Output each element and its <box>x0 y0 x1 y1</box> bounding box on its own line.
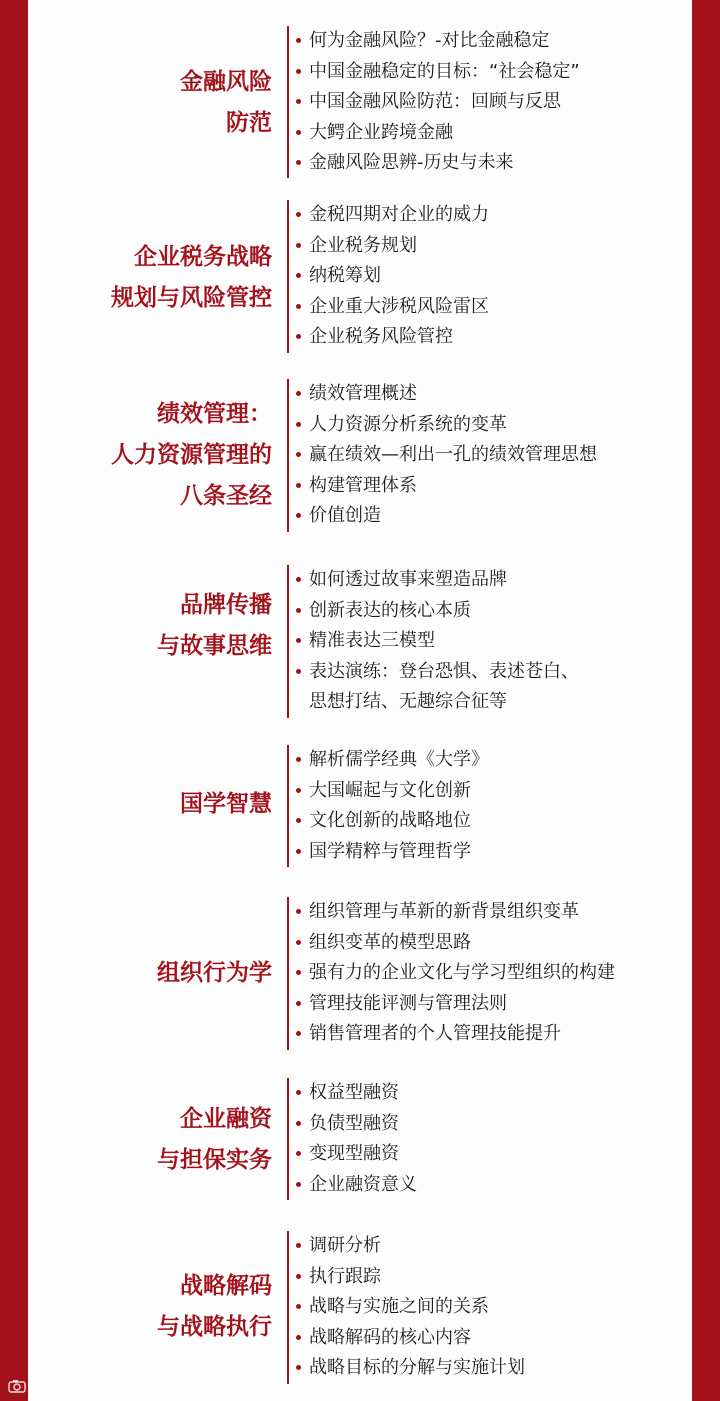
course-outline-page <box>28 0 692 1401</box>
list-item: 何为金融风险？-对比金融稳定 <box>295 26 580 57</box>
list-item: 战略目标的分解与实施计划 <box>295 1353 525 1384</box>
list-item: 大鳄企业跨境金融 <box>295 118 580 149</box>
list-item: 执行跟踪 <box>295 1262 525 1293</box>
list-item: 企业税务规划 <box>295 231 489 262</box>
divider-line <box>287 897 289 1050</box>
camera-logo-icon <box>8 1379 26 1393</box>
list-item: 人力资源分析系统的变革 <box>295 410 597 441</box>
section-title-line: 规划与风险管控 <box>111 285 272 311</box>
list-item: 战略解码的核心内容 <box>295 1323 525 1354</box>
list-item: 精准表达三模型 <box>295 626 579 657</box>
section-title-line: 金融风险 <box>180 69 272 95</box>
list-item: 绩效管理概述 <box>295 379 597 410</box>
section-organizational-behavior <box>28 897 692 1052</box>
list-item: 中国金融风险防范：回顾与反思 <box>295 87 580 118</box>
section-corporate-financing <box>28 1078 692 1203</box>
list-item: 企业重大涉税风险雷区 <box>295 292 489 323</box>
list-item: 变现型融资 <box>295 1139 417 1170</box>
divider-line <box>287 565 289 718</box>
divider-line <box>287 379 289 532</box>
topic-list <box>295 745 489 867</box>
divider-line <box>287 1078 289 1200</box>
topic-list <box>295 379 597 532</box>
divider-line <box>287 1231 289 1384</box>
section-title <box>180 62 272 144</box>
watermark <box>8 1376 90 1396</box>
section-title-line: 与故事思维 <box>157 633 272 659</box>
list-item: 组织变革的模型思路 <box>295 928 615 959</box>
list-item: 构建管理体系 <box>295 471 597 502</box>
list-item: 中国金融稳定的目标：“社会稳定” <box>295 57 580 88</box>
topic-list <box>295 1231 525 1384</box>
list-item: 企业融资意义 <box>295 1170 417 1201</box>
divider-line <box>287 26 289 178</box>
topic-list <box>295 1078 417 1200</box>
list-item: 企业税务风险管控 <box>295 322 489 353</box>
section-title-line: 人力资源管理的 <box>111 442 272 468</box>
list-item: 金税四期对企业的威力 <box>295 200 489 231</box>
section-title <box>157 953 272 994</box>
list-item: 解析儒学经典《大学》 <box>295 745 489 776</box>
section-title-line: 防范 <box>226 110 272 136</box>
list-item: 销售管理者的个人管理技能提升 <box>295 1019 615 1050</box>
section-title-line: 八条圣经 <box>180 483 272 509</box>
list-item: 表达演练：登台恐惧、表述苍白、 <box>295 657 579 688</box>
section-title <box>111 394 272 517</box>
section-title-line: 国学智慧 <box>180 791 272 817</box>
list-item: 金融风险思辨-历史与未来 <box>295 148 580 179</box>
section-title <box>180 784 272 825</box>
list-item: 战略与实施之间的关系 <box>295 1292 525 1323</box>
topic-list <box>295 565 579 718</box>
section-tax-strategy <box>28 200 692 355</box>
watermark-text: 大鼠跨境 <box>34 1379 91 1395</box>
section-title-line: 与担保实务 <box>157 1147 272 1173</box>
section-title-line: 绩效管理： <box>157 401 272 427</box>
list-item: 调研分析 <box>295 1231 525 1262</box>
topic-list <box>295 200 489 353</box>
list-item: 组织管理与革新的新背景组织变革 <box>295 897 615 928</box>
section-title <box>157 1099 272 1181</box>
section-title <box>157 1266 272 1348</box>
section-performance-management <box>28 379 692 534</box>
list-item: 管理技能评测与管理法则 <box>295 989 615 1020</box>
list-item: 创新表达的核心本质 <box>295 596 579 627</box>
list-item: 文化创新的战略地位 <box>295 806 489 837</box>
section-title-line: 企业税务战略 <box>134 244 272 270</box>
section-title-line: 组织行为学 <box>157 960 272 986</box>
topic-list <box>295 26 580 179</box>
topic-list <box>295 897 615 1050</box>
section-title-line: 企业融资 <box>180 1106 272 1132</box>
section-title <box>111 237 272 319</box>
section-title <box>157 585 272 667</box>
list-item: 负债型融资 <box>295 1109 417 1140</box>
list-item: 国学精粹与管理哲学 <box>295 837 489 868</box>
list-item-continuation: 思想打结、无趣综合征等 <box>309 691 507 712</box>
list-item: 赢在绩效—利出一孔的绩效管理思想 <box>295 440 597 471</box>
section-sinology-wisdom <box>28 745 692 870</box>
section-title-line: 品牌传播 <box>180 592 272 618</box>
section-title-line: 与战略执行 <box>157 1314 272 1340</box>
section-brand-communication <box>28 565 692 720</box>
section-financial-risk <box>28 26 692 181</box>
divider-line <box>287 745 289 867</box>
list-item: 价值创造 <box>295 501 597 532</box>
list-item: 纳税筹划 <box>295 261 489 292</box>
list-item: 权益型融资 <box>295 1078 417 1109</box>
list-item: 强有力的企业文化与学习型组织的构建 <box>295 958 615 989</box>
section-strategy-decoding <box>28 1231 692 1386</box>
divider-line <box>287 200 289 353</box>
list-item: 如何透过故事来塑造品牌 <box>295 565 579 596</box>
section-title-line: 战略解码 <box>180 1273 272 1299</box>
list-item: 大国崛起与文化创新 <box>295 776 489 807</box>
